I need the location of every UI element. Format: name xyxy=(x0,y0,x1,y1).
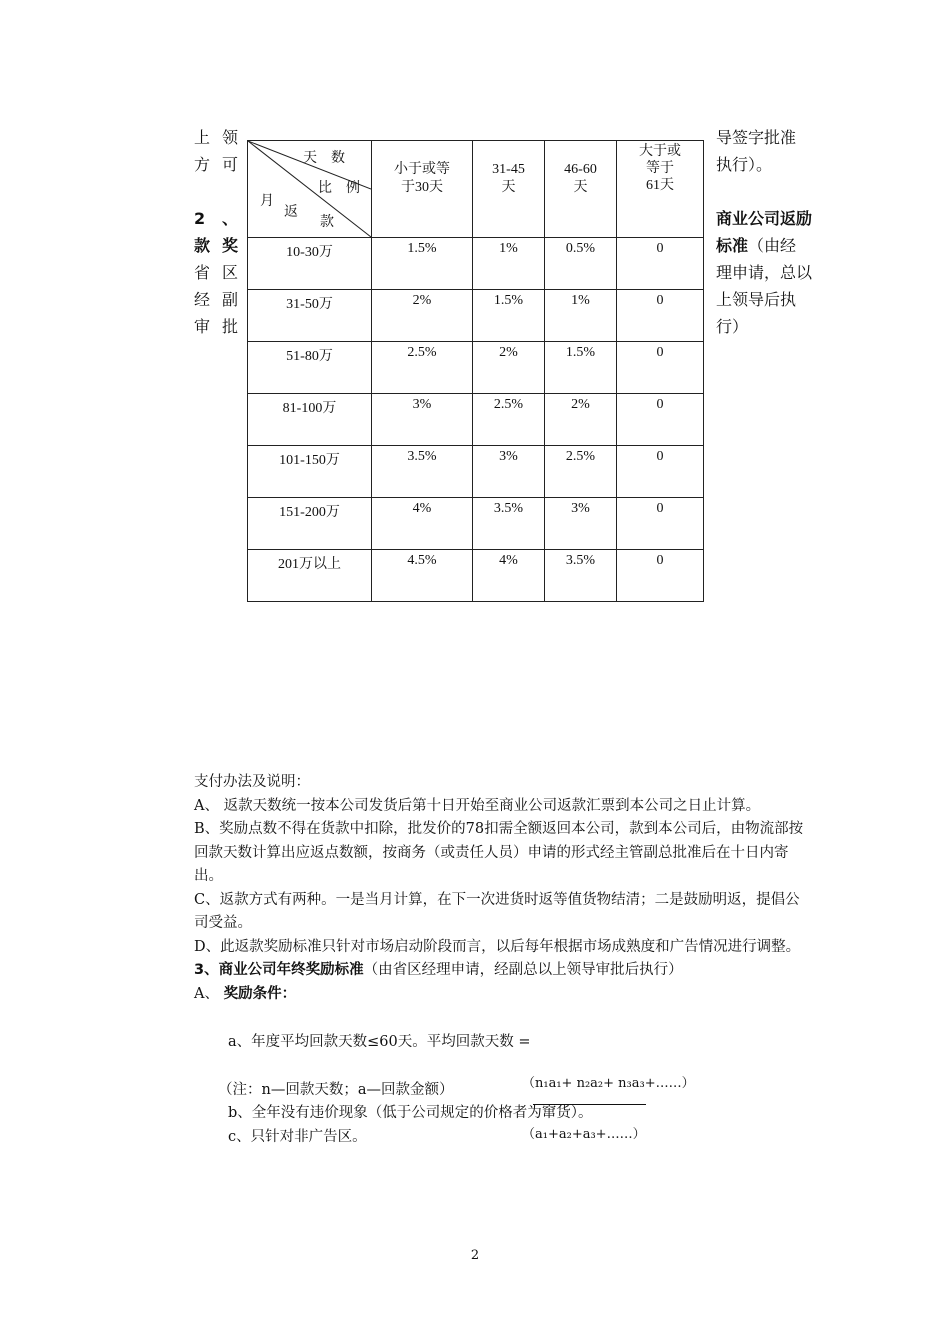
rate-cell: 0 xyxy=(617,342,704,394)
formula-denominator: （a₁+a₂+a₃+……） xyxy=(522,1127,646,1142)
body-text xyxy=(194,771,814,1149)
table-body xyxy=(248,238,704,602)
rate-cell: 4% xyxy=(473,550,545,602)
rate-cell: 2.5% xyxy=(372,342,473,394)
row-range-cell: 201万以上 xyxy=(248,550,372,602)
right-line-2: 执行）。 xyxy=(716,155,773,174)
rate-cell: 0 xyxy=(617,498,704,550)
left-margin-text xyxy=(194,124,238,340)
payment-title: 支付办法及说明： xyxy=(194,774,310,790)
row-range-cell: 31-50万 xyxy=(248,290,372,342)
rate-cell: 1% xyxy=(545,290,617,342)
rate-cell: 0 xyxy=(617,290,704,342)
row-range-cell: 51-80万 xyxy=(248,342,372,394)
rate-cell: 2% xyxy=(372,290,473,342)
rate-cell: 0 xyxy=(617,238,704,290)
rate-cell: 2% xyxy=(473,342,545,394)
condition-heading: A、 奖励条件： xyxy=(194,985,297,1002)
diagonal-header-cell xyxy=(248,141,372,238)
payment-item-a: A、 返款天数统一按本公司发货后第十日开始至商业公司返款汇票到本公司之日止计算。 xyxy=(194,797,761,814)
formula-numerator: （n₁a₁+ n₂a₂+ n₃a₃+……） xyxy=(522,1076,695,1091)
left-line-2: 方 可 xyxy=(194,155,238,174)
days-label: 天 数 xyxy=(303,151,345,166)
formula-note: （注：n—回款天数；a—回款金额） xyxy=(218,1081,454,1098)
rate-cell: 0 xyxy=(617,394,704,446)
left-line-1: 上 领 xyxy=(194,128,238,147)
row-range-cell: 81-100万 xyxy=(248,394,372,446)
table-row xyxy=(248,342,704,394)
col-header-46-60: 46-60 天 xyxy=(545,141,617,238)
rate-cell: 0 xyxy=(617,446,704,498)
payment-label-1: 返 xyxy=(284,205,298,220)
condition-a: a、年度平均回款天数≤60天。平均回款天数 = xyxy=(228,1034,531,1050)
payment-item-d: D、此返款奖励标准只针对市场启动阶段而言，以后每年根据市场成熟度和广告情况进行调整。 xyxy=(194,938,801,955)
left-line-7: 审 批 xyxy=(194,317,238,336)
rebate-table xyxy=(247,140,704,602)
rate-cell: 2.5% xyxy=(545,446,617,498)
row-range-cell: 10-30万 xyxy=(248,238,372,290)
rate-cell: 3.5% xyxy=(545,550,617,602)
table-row xyxy=(248,394,704,446)
right-margin-text xyxy=(716,124,812,340)
rate-cell: 3% xyxy=(473,446,545,498)
rate-cell: 1.5% xyxy=(473,290,545,342)
left-line-5: 省 区 xyxy=(194,263,238,282)
rate-cell: 3% xyxy=(372,394,473,446)
condition-b: b、全年没有违价现象（低于公司规定的价格者为窜货）。 xyxy=(228,1105,593,1121)
year-end-heading: 3、商业公司年终奖励标准（由省区经理申请，经副总以上领导审批后执行） xyxy=(194,962,683,978)
rate-cell: 0 xyxy=(617,550,704,602)
right-heading: 商业公司返励标准（由经理申请，总以上领导后执行） xyxy=(716,209,813,336)
rate-cell: 4% xyxy=(372,498,473,550)
left-line-4: 款 奖 xyxy=(194,236,238,255)
table-row xyxy=(248,498,704,550)
table-row xyxy=(248,290,704,342)
formula-fraction-line xyxy=(533,1104,646,1105)
table-row xyxy=(248,238,704,290)
row-range-cell: 101-150万 xyxy=(248,446,372,498)
rate-cell: 1.5% xyxy=(372,238,473,290)
rate-cell: 1.5% xyxy=(545,342,617,394)
condition-c: c、只针对非广告区。 xyxy=(228,1128,367,1145)
payment-item-b: B、奖励点数不得在货款中扣除，批发价的78扣需全额返回本公司，款到本公司后，由物流部按回款天数计算出应返点数额，按商务（或责任人员）申请的形式经主管副总批准后在十日内寄出。 xyxy=(194,821,804,884)
rate-cell: 1% xyxy=(473,238,545,290)
col-header-30: 小于或等 于30天 xyxy=(372,141,473,238)
month-label: 月 xyxy=(260,194,274,209)
col-header-31-45: 31-45 天 xyxy=(473,141,545,238)
rate-cell: 3.5% xyxy=(473,498,545,550)
rate-cell: 2% xyxy=(545,394,617,446)
rate-cell: 4.5% xyxy=(372,550,473,602)
rate-cell: 0.5% xyxy=(545,238,617,290)
right-line-1: 导签字批准 xyxy=(716,128,797,147)
payment-item-c: C、返款方式有两种。一是当月计算，在下一次进货时返等值货物结清；二是鼓励明返，提倡公司受益。 xyxy=(194,891,800,931)
rate-cell: 3% xyxy=(545,498,617,550)
row-range-cell: 151-200万 xyxy=(248,498,372,550)
table-row xyxy=(248,550,704,602)
col-header-61: 大于或 等于 61天 xyxy=(617,141,704,238)
left-line-6: 经 副 xyxy=(194,290,238,309)
left-line-3: 2 、 xyxy=(194,209,238,228)
ratio-label: 比 例 xyxy=(318,181,360,196)
rate-cell: 3.5% xyxy=(372,446,473,498)
table-row xyxy=(248,446,704,498)
payment-label-2: 款 xyxy=(320,215,334,230)
rate-cell: 2.5% xyxy=(473,394,545,446)
page-number: 2 xyxy=(470,1248,480,1263)
table-header-row xyxy=(248,141,704,238)
